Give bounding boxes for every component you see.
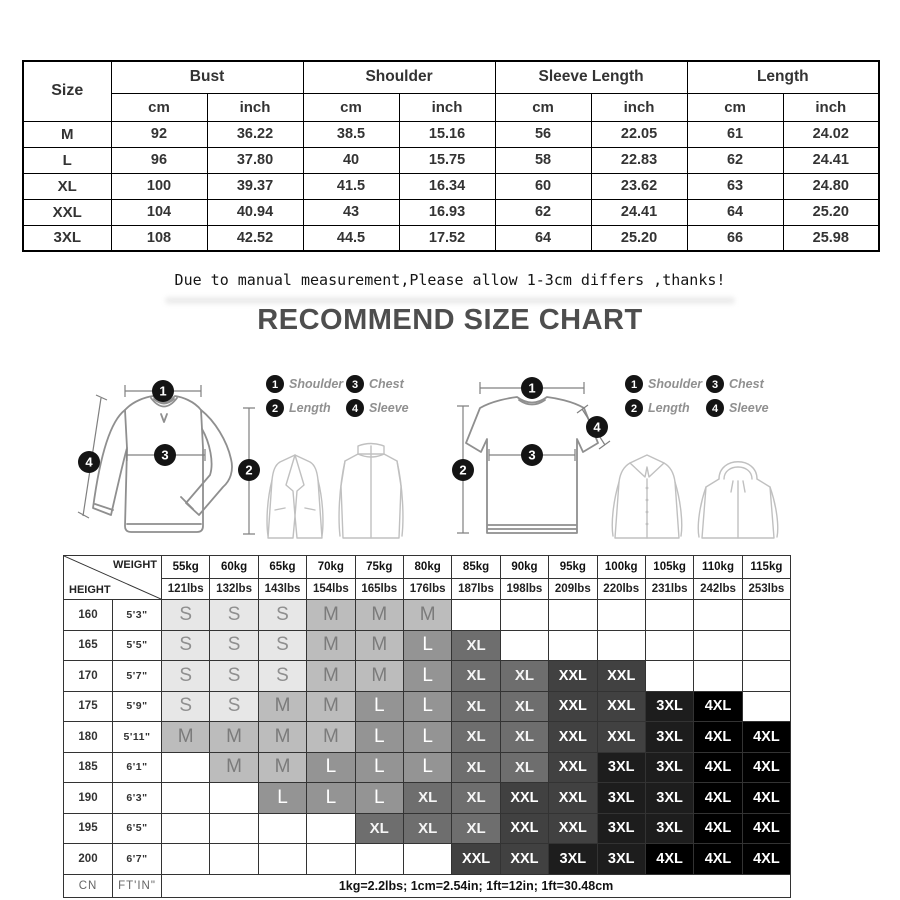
- size-recommendation-cell: 4XL: [694, 844, 742, 875]
- unit-header: inch: [591, 93, 687, 121]
- hoodie-icon: [698, 462, 777, 538]
- measurement-value-cell: 61: [687, 121, 783, 147]
- size-recommendation-cell: S: [258, 661, 306, 692]
- svg-text:3: 3: [528, 447, 536, 463]
- size-recommendation-cell: S: [162, 630, 210, 661]
- weight-lbs-header: 209lbs: [549, 579, 597, 600]
- size-recommendation-cell: [258, 844, 306, 875]
- weight-lbs-header: 143lbs: [258, 579, 306, 600]
- size-recommendation-cell: [645, 630, 693, 661]
- size-label-cell: XL: [23, 173, 111, 199]
- zip-jacket-icon: [339, 444, 403, 539]
- measurement-value-cell: 44.5: [303, 225, 399, 251]
- size-recommendation-cell: XL: [452, 783, 500, 814]
- size-recommendation-cell: M: [210, 752, 258, 783]
- fit-table-row: [64, 722, 791, 753]
- size-recommendation-cell: XL: [452, 630, 500, 661]
- fit-table-lbs-row: [64, 579, 791, 600]
- weight-kg-header: 60kg: [210, 556, 258, 579]
- fit-table-row: [64, 813, 791, 844]
- size-recommendation-cell: 4XL: [694, 752, 742, 783]
- size-recommendation-cell: M: [403, 600, 451, 631]
- fit-table-row: [64, 783, 791, 814]
- measurement-value-cell: 16.93: [399, 199, 495, 225]
- size-recommendation-cell: S: [210, 691, 258, 722]
- size-recommendation-cell: [307, 844, 355, 875]
- size-recommendation-cell: 4XL: [742, 813, 790, 844]
- measurement-value-cell: 22.05: [591, 121, 687, 147]
- fit-table-row: [64, 691, 791, 722]
- height-ftin-cell: 6'5": [113, 813, 162, 844]
- measurement-value-cell: 24.80: [783, 173, 879, 199]
- size-recommendation-cell: M: [162, 722, 210, 753]
- measurement-value-cell: 62: [495, 199, 591, 225]
- size-recommendation-cell: S: [210, 661, 258, 692]
- svg-text:Shoulder: Shoulder: [289, 377, 344, 391]
- measurement-note: Due to manual measurement,Please allow 1-3cm differs ,thanks!: [174, 271, 726, 289]
- size-recommendation-cell: XL: [452, 752, 500, 783]
- size-recommendation-cell: XXL: [597, 722, 645, 753]
- measurement-value-cell: 104: [111, 199, 207, 225]
- size-recommendation-cell: L: [403, 691, 451, 722]
- measurement-value-cell: 40: [303, 147, 399, 173]
- size-table-row: [23, 199, 879, 225]
- size-recommendation-cell: XL: [500, 722, 548, 753]
- size-recommendation-cell: 4XL: [694, 691, 742, 722]
- size-recommendation-cell: M: [258, 722, 306, 753]
- svg-text:4: 4: [85, 454, 93, 470]
- weight-kg-header: 110kg: [694, 556, 742, 579]
- unit-header: inch: [399, 93, 495, 121]
- size-recommendation-cell: M: [355, 600, 403, 631]
- measure-badge-shoulder: [521, 377, 543, 399]
- measurement-value-cell: 25.20: [591, 225, 687, 251]
- fit-table-row: [64, 844, 791, 875]
- weight-kg-header: 90kg: [500, 556, 548, 579]
- unit-header: inch: [207, 93, 303, 121]
- svg-text:Sleeve: Sleeve: [369, 401, 409, 415]
- size-recommendation-cell: L: [355, 691, 403, 722]
- size-recommendation-cell: S: [258, 630, 306, 661]
- blazer-icon: [267, 455, 323, 538]
- weight-kg-header: 100kg: [597, 556, 645, 579]
- size-table-row: [23, 173, 879, 199]
- cn-unit-label: CN: [64, 874, 113, 897]
- size-recommendation-cell: L: [307, 752, 355, 783]
- weight-lbs-header: 253lbs: [742, 579, 790, 600]
- height-weight-corner: [64, 556, 162, 600]
- measurement-value-cell: 36.22: [207, 121, 303, 147]
- size-recommendation-cell: XXL: [549, 722, 597, 753]
- svg-text:Length: Length: [648, 401, 690, 415]
- measurement-value-cell: 23.62: [591, 173, 687, 199]
- height-cm-cell: 185: [64, 752, 113, 783]
- size-recommendation-cell: 4XL: [742, 722, 790, 753]
- size-recommendation-cell: [742, 691, 790, 722]
- size-recommendation-cell: XL: [500, 661, 548, 692]
- size-recommendation-cell: 3XL: [645, 691, 693, 722]
- size-recommendation-cell: L: [355, 783, 403, 814]
- size-recommendation-cell: [742, 600, 790, 631]
- size-recommendation-cell: [742, 661, 790, 692]
- measurement-value-cell: 15.75: [399, 147, 495, 173]
- size-table-unit-row: [23, 93, 879, 121]
- legend-item-sleeve: [346, 399, 409, 417]
- conversion-note: 1kg=2.2lbs; 1cm=2.54in; 1ft=12in; 1ft=30.48cm: [162, 874, 791, 897]
- unit-header: inch: [783, 93, 879, 121]
- size-recommendation-cell: [597, 600, 645, 631]
- size-recommendation-cell: S: [162, 661, 210, 692]
- measurement-value-cell: 17.52: [399, 225, 495, 251]
- weight-kg-header: 80kg: [403, 556, 451, 579]
- size-recommendation-cell: XL: [500, 752, 548, 783]
- measurement-value-cell: 42.52: [207, 225, 303, 251]
- group-header: Sleeve Length: [495, 61, 687, 93]
- svg-text:1: 1: [271, 379, 279, 391]
- size-recommendation-cell: 3XL: [645, 783, 693, 814]
- measurement-value-cell: 62: [687, 147, 783, 173]
- svg-text:4: 4: [593, 419, 601, 435]
- weight-lbs-header: 220lbs: [597, 579, 645, 600]
- size-recommendation-cell: XXL: [452, 844, 500, 875]
- weight-axis-label: WEIGHT: [113, 559, 157, 571]
- measurement-value-cell: 25.98: [783, 225, 879, 251]
- size-recommendation-cell: [742, 630, 790, 661]
- size-recommendation-cell: XXL: [549, 813, 597, 844]
- weight-lbs-header: 121lbs: [162, 579, 210, 600]
- group-header: Shoulder: [303, 61, 495, 93]
- size-recommendation-cell: XXL: [597, 691, 645, 722]
- size-recommendation-cell: [597, 630, 645, 661]
- size-recommendation-cell: M: [307, 722, 355, 753]
- legend-item-length: [266, 399, 331, 417]
- size-recommendation-cell: M: [307, 661, 355, 692]
- legend-item-shoulder: [625, 375, 703, 393]
- measurement-value-cell: 40.94: [207, 199, 303, 225]
- unit-header: cm: [111, 93, 207, 121]
- size-label-cell: L: [23, 147, 111, 173]
- measurement-value-cell: 64: [495, 225, 591, 251]
- svg-text:Sleeve: Sleeve: [729, 401, 769, 415]
- size-recommendation-cell: XXL: [500, 813, 548, 844]
- size-recommendation-cell: M: [307, 691, 355, 722]
- height-ftin-cell: 5'3": [113, 600, 162, 631]
- height-cm-cell: 175: [64, 691, 113, 722]
- height-cm-cell: 200: [64, 844, 113, 875]
- svg-text:2: 2: [245, 462, 253, 478]
- size-recommendation-cell: XL: [403, 813, 451, 844]
- measure-badge-chest: [521, 444, 543, 466]
- legend-item-length: [625, 399, 690, 417]
- measure-badge-length: [238, 459, 260, 481]
- measurement-value-cell: 92: [111, 121, 207, 147]
- size-recommendation-cell: 4XL: [645, 844, 693, 875]
- size-recommendation-cell: M: [355, 661, 403, 692]
- size-recommendation-cell: [549, 600, 597, 631]
- size-recommendation-cell: [694, 661, 742, 692]
- size-recommendation-cell: [694, 630, 742, 661]
- size-recommendation-cell: M: [210, 722, 258, 753]
- size-recommendation-cell: M: [355, 630, 403, 661]
- weight-kg-header: 85kg: [452, 556, 500, 579]
- measurement-value-cell: 41.5: [303, 173, 399, 199]
- fit-table-row: [64, 630, 791, 661]
- size-recommendation-cell: [210, 813, 258, 844]
- size-table: [22, 60, 880, 252]
- height-ftin-cell: 5'5": [113, 630, 162, 661]
- svg-text:Chest: Chest: [729, 377, 764, 391]
- measurement-value-cell: 108: [111, 225, 207, 251]
- weight-lbs-header: 165lbs: [355, 579, 403, 600]
- weight-lbs-header: 187lbs: [452, 579, 500, 600]
- size-recommendation-cell: S: [210, 630, 258, 661]
- measurement-value-cell: 22.83: [591, 147, 687, 173]
- height-cm-cell: 170: [64, 661, 113, 692]
- size-label-cell: XXL: [23, 199, 111, 225]
- svg-text:2: 2: [271, 403, 279, 415]
- size-recommendation-cell: [162, 813, 210, 844]
- size-recommendation-cell: 4XL: [742, 783, 790, 814]
- size-recommendation-cell: 3XL: [645, 722, 693, 753]
- size-recommendation-cell: 4XL: [742, 752, 790, 783]
- height-ftin-cell: 6'7": [113, 844, 162, 875]
- height-ftin-cell: 6'1": [113, 752, 162, 783]
- height-cm-cell: 180: [64, 722, 113, 753]
- height-ftin-cell: 6'3": [113, 783, 162, 814]
- size-recommendation-cell: M: [307, 630, 355, 661]
- size-recommendation-cell: [645, 600, 693, 631]
- group-header: Length: [687, 61, 879, 93]
- measurement-value-cell: 37.80: [207, 147, 303, 173]
- size-recommendation-cell: XXL: [549, 783, 597, 814]
- tshirt-measure-diagram: [447, 358, 867, 553]
- size-recommendation-cell: [162, 752, 210, 783]
- size-recommendation-cell: 3XL: [645, 813, 693, 844]
- size-recommendation-cell: 4XL: [742, 844, 790, 875]
- weight-kg-header: 75kg: [355, 556, 403, 579]
- height-ftin-cell: 5'11": [113, 722, 162, 753]
- fit-table-row: [64, 752, 791, 783]
- measurement-value-cell: 25.20: [783, 199, 879, 225]
- size-recommendation-cell: 4XL: [694, 783, 742, 814]
- fit-table: [63, 555, 791, 898]
- measurement-value-cell: 60: [495, 173, 591, 199]
- size-recommendation-cell: L: [403, 752, 451, 783]
- size-recommendation-cell: M: [258, 691, 306, 722]
- size-recommendation-cell: XL: [403, 783, 451, 814]
- size-recommendation-cell: XL: [452, 813, 500, 844]
- size-recommendation-cell: L: [403, 722, 451, 753]
- svg-text:4: 4: [351, 403, 359, 415]
- recommend-title: RECOMMEND SIZE CHART: [257, 304, 643, 336]
- size-recommendation-cell: L: [403, 630, 451, 661]
- size-table-row: [23, 121, 879, 147]
- size-recommendation-cell: L: [403, 661, 451, 692]
- size-recommendation-cell: XL: [452, 661, 500, 692]
- size-recommendation-cell: XL: [500, 691, 548, 722]
- measure-badge-sleeve: [78, 451, 100, 473]
- group-header: Bust: [111, 61, 303, 93]
- size-recommendation-cell: 4XL: [694, 813, 742, 844]
- size-recommendation-cell: 3XL: [549, 844, 597, 875]
- size-recommendation-cell: [500, 600, 548, 631]
- size-recommendation-cell: [162, 844, 210, 875]
- fit-table-kg-row: [64, 556, 791, 579]
- weight-lbs-header: 176lbs: [403, 579, 451, 600]
- measurement-value-cell: 58: [495, 147, 591, 173]
- measurement-value-cell: 16.34: [399, 173, 495, 199]
- measure-badge-length: [452, 459, 474, 481]
- size-recommendation-cell: S: [258, 600, 306, 631]
- svg-text:Chest: Chest: [369, 377, 404, 391]
- height-ftin-cell: 5'7": [113, 661, 162, 692]
- measurement-value-cell: 63: [687, 173, 783, 199]
- size-table-header-row: [23, 61, 879, 93]
- svg-text:3: 3: [351, 379, 359, 391]
- size-table-row: [23, 225, 879, 251]
- size-recommendation-cell: 3XL: [597, 752, 645, 783]
- size-recommendation-cell: L: [258, 783, 306, 814]
- legend-item-chest: [346, 375, 405, 393]
- weight-lbs-header: 231lbs: [645, 579, 693, 600]
- measurement-value-cell: 96: [111, 147, 207, 173]
- measurement-value-cell: 100: [111, 173, 207, 199]
- weight-kg-header: 105kg: [645, 556, 693, 579]
- size-recommendation-cell: 3XL: [645, 752, 693, 783]
- svg-text:1: 1: [159, 383, 167, 399]
- measurement-value-cell: 24.41: [783, 147, 879, 173]
- size-recommendation-cell: XXL: [549, 752, 597, 783]
- longsleeve-measure-diagram: [53, 358, 473, 553]
- size-recommendation-cell: [500, 630, 548, 661]
- legend-item-sleeve: [706, 399, 769, 417]
- size-recommendation-cell: [210, 844, 258, 875]
- ftin-unit-label: FT'IN": [113, 874, 162, 897]
- weight-kg-header: 115kg: [742, 556, 790, 579]
- size-recommendation-cell: [307, 813, 355, 844]
- size-recommendation-cell: XXL: [500, 844, 548, 875]
- height-cm-cell: 190: [64, 783, 113, 814]
- svg-text:3: 3: [161, 447, 169, 463]
- measurement-value-cell: 24.02: [783, 121, 879, 147]
- size-recommendation-cell: [210, 783, 258, 814]
- size-recommendation-cell: XL: [355, 813, 403, 844]
- size-recommendation-cell: [452, 600, 500, 631]
- unit-header: cm: [687, 93, 783, 121]
- size-recommendation-cell: S: [162, 600, 210, 631]
- weight-kg-header: 95kg: [549, 556, 597, 579]
- size-table-row: [23, 147, 879, 173]
- height-cm-cell: 160: [64, 600, 113, 631]
- size-recommendation-cell: 3XL: [597, 813, 645, 844]
- watermark-smudge: [165, 297, 735, 304]
- size-recommendation-cell: 3XL: [597, 783, 645, 814]
- measurement-value-cell: 43: [303, 199, 399, 225]
- svg-text:2: 2: [630, 403, 638, 415]
- size-recommendation-cell: M: [258, 752, 306, 783]
- button-shirt-icon: [612, 455, 682, 538]
- height-ftin-cell: 5'9": [113, 691, 162, 722]
- size-corner-header: Size: [23, 61, 111, 121]
- weight-lbs-header: 242lbs: [694, 579, 742, 600]
- svg-text:Length: Length: [289, 401, 331, 415]
- legend-item-shoulder: [266, 375, 344, 393]
- size-recommendation-cell: [162, 783, 210, 814]
- measurement-value-cell: 66: [687, 225, 783, 251]
- svg-text:1: 1: [528, 380, 536, 396]
- size-recommendation-cell: L: [355, 722, 403, 753]
- svg-text:1: 1: [630, 379, 638, 391]
- svg-text:Shoulder: Shoulder: [648, 377, 703, 391]
- measure-badge-chest: [154, 444, 176, 466]
- measurement-value-cell: 56: [495, 121, 591, 147]
- weight-kg-header: 70kg: [307, 556, 355, 579]
- size-recommendation-cell: S: [210, 600, 258, 631]
- size-recommendation-cell: XL: [452, 691, 500, 722]
- size-label-cell: M: [23, 121, 111, 147]
- size-recommendation-cell: XXL: [549, 691, 597, 722]
- size-recommendation-cell: [549, 630, 597, 661]
- size-recommendation-cell: L: [307, 783, 355, 814]
- measurement-value-cell: 15.16: [399, 121, 495, 147]
- fit-table-footer-row: [64, 874, 791, 897]
- size-recommendation-cell: XXL: [549, 661, 597, 692]
- svg-text:3: 3: [711, 379, 719, 391]
- size-recommendation-cell: 4XL: [694, 722, 742, 753]
- fit-table-row: [64, 661, 791, 692]
- weight-lbs-header: 132lbs: [210, 579, 258, 600]
- measurement-value-cell: 24.41: [591, 199, 687, 225]
- weight-lbs-header: 198lbs: [500, 579, 548, 600]
- weight-lbs-header: 154lbs: [307, 579, 355, 600]
- size-recommendation-cell: XXL: [597, 661, 645, 692]
- size-recommendation-cell: M: [307, 600, 355, 631]
- measurement-value-cell: 64: [687, 199, 783, 225]
- legend-item-chest: [706, 375, 765, 393]
- height-axis-label: HEIGHT: [69, 584, 111, 596]
- fit-table-row: [64, 600, 791, 631]
- height-cm-cell: 165: [64, 630, 113, 661]
- svg-text:4: 4: [711, 403, 719, 415]
- size-recommendation-cell: L: [355, 752, 403, 783]
- svg-text:2: 2: [459, 462, 467, 478]
- height-cm-cell: 195: [64, 813, 113, 844]
- measurement-value-cell: 39.37: [207, 173, 303, 199]
- measurement-value-cell: 38.5: [303, 121, 399, 147]
- size-recommendation-cell: [258, 813, 306, 844]
- weight-kg-header: 65kg: [258, 556, 306, 579]
- weight-kg-header: 55kg: [162, 556, 210, 579]
- size-recommendation-cell: [645, 661, 693, 692]
- measure-badge-sleeve: [586, 416, 608, 438]
- size-recommendation-cell: XL: [452, 722, 500, 753]
- size-recommendation-cell: [694, 600, 742, 631]
- unit-header: cm: [303, 93, 399, 121]
- size-recommendation-cell: [403, 844, 451, 875]
- unit-header: cm: [495, 93, 591, 121]
- size-recommendation-cell: [355, 844, 403, 875]
- size-label-cell: 3XL: [23, 225, 111, 251]
- size-recommendation-cell: 3XL: [597, 844, 645, 875]
- size-recommendation-cell: S: [162, 691, 210, 722]
- measure-badge-shoulder: [152, 380, 174, 402]
- size-recommendation-cell: XXL: [500, 783, 548, 814]
